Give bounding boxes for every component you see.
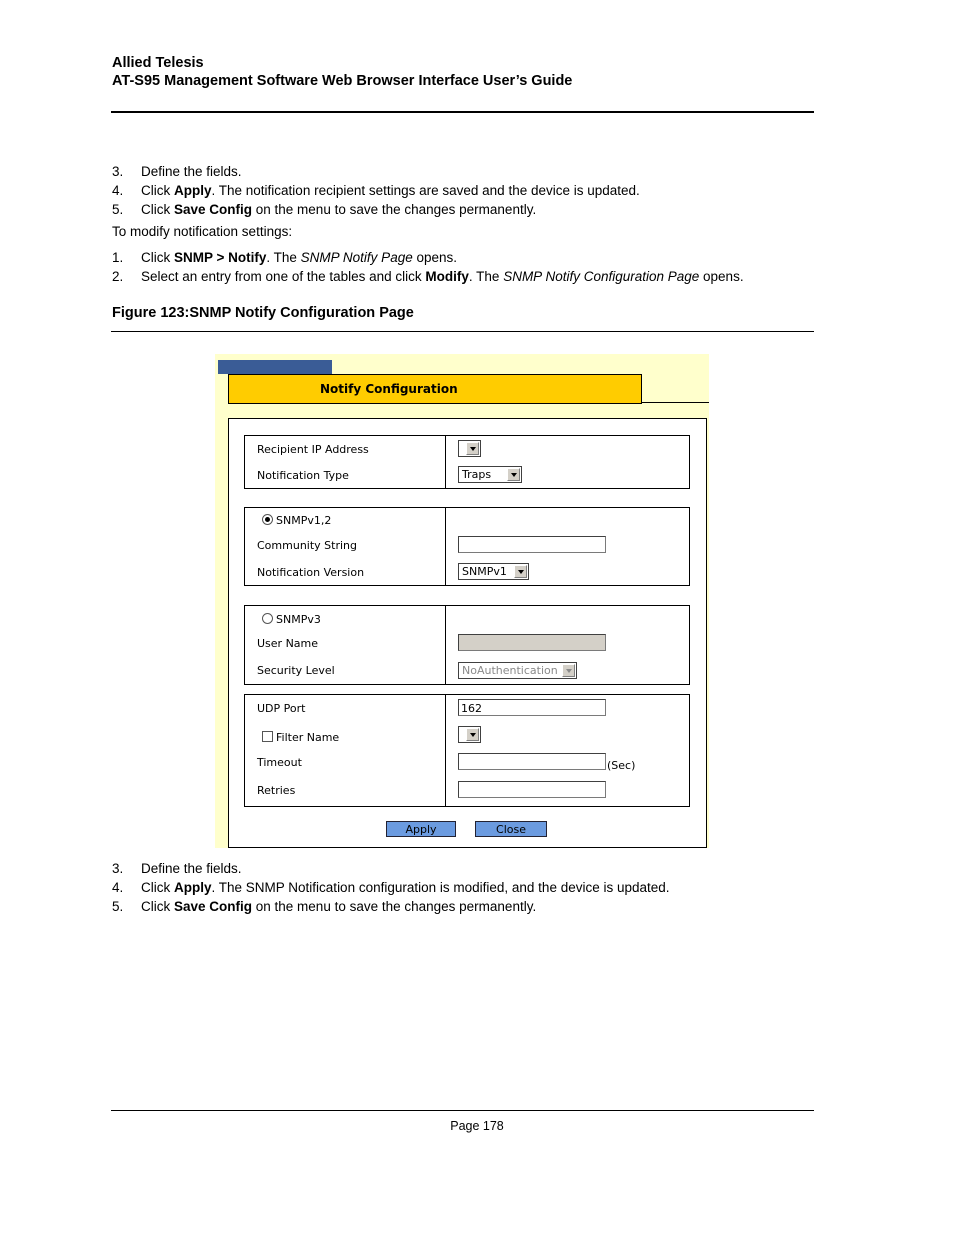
step-number: 5. [112,899,124,914]
transport-group [244,694,690,807]
chevron-down-icon [514,565,527,578]
step-text-run: Save Config [174,202,253,217]
step-text-run: SNMP Notify Page [300,250,413,265]
step-text-run: on the menu to save the changes permanently. [252,899,537,914]
step-text-run: Define the fields. [141,861,242,876]
chevron-down-icon [562,664,575,677]
step-number: 3. [112,164,124,179]
step-text-run: . The [266,250,301,265]
header-rule [111,111,814,113]
snmpv12-radio[interactable] [262,514,273,525]
udp-port-label: UDP Port [257,702,306,715]
step-text-run: Click [141,880,174,895]
filter-name-checkbox[interactable] [262,731,273,742]
step-number: 4. [112,880,124,895]
udp-port-input[interactable]: 162 [458,699,606,716]
recipient-group [244,435,690,489]
step-text [141,200,536,219]
chevron-down-icon [466,442,479,455]
step-text-run: Click [141,202,174,217]
user-name-label: User Name [257,637,319,650]
snmpv3-group [244,605,690,685]
step-text [141,859,242,878]
snmpv12-label: SNMPv1,2 [276,514,332,527]
apply-button[interactable]: Apply [386,821,456,837]
community-string-label: Community String [257,539,357,552]
timeout-input[interactable] [458,753,606,770]
chevron-down-icon [507,468,520,481]
notify-configuration-screenshot [215,354,709,848]
page-number: Page 178 [450,1119,504,1133]
config-panel [228,418,707,848]
footer-rule [111,1110,814,1111]
step-text-run: Select an entry from one of the tables and click [141,269,426,284]
retries-input[interactable] [458,781,606,798]
company-name: Allied Telesis [112,55,204,71]
step-text-run: on the menu to save the changes permanently. [252,202,537,217]
recipient-ip-label: Recipient IP Address [257,443,369,456]
step-text-run: SNMP Notify Configuration Page [503,269,700,284]
step-text [141,267,744,286]
snmpv3-radio[interactable] [262,613,273,624]
tab-stub [218,360,332,374]
step-text-run: Click [141,899,174,914]
step-text-run: Click [141,250,174,265]
step-text-run: Click [141,183,174,198]
chevron-down-icon [466,728,479,741]
filter-name-select[interactable] [458,726,481,743]
step-text-run: SNMP > Notify [174,250,267,265]
step-text [141,248,457,267]
step-text-run: Save Config [174,899,253,914]
close-button[interactable]: Close [475,821,547,837]
security-level-select[interactable]: NoAuthentication [458,662,577,679]
filter-name-label: Filter Name [276,731,340,744]
security-level-label: Security Level [257,664,335,677]
step-text-run: Apply [174,880,212,895]
step-number: 1. [112,250,124,265]
caption-rule [111,331,814,332]
step-text [141,181,640,200]
notification-version-label: Notification Version [257,566,365,579]
notification-type-label: Notification Type [257,469,349,482]
step-text [141,897,536,916]
timeout-unit: (Sec) [607,759,636,772]
step-number: 3. [112,861,124,876]
step-text-run: Apply [174,183,212,198]
title-line [642,402,709,403]
snmpv12-group [244,507,690,586]
page-title: Notify Configuration [320,382,458,396]
step-number: 5. [112,202,124,217]
step-text-run: . The notification recipient settings are saved and the device is updated. [211,183,640,198]
modify-intro: To modify notification settings: [112,224,293,239]
step-text-run: opens. [412,250,458,265]
community-string-input[interactable] [458,536,606,553]
recipient-ip-select[interactable] [458,440,481,457]
notification-type-select[interactable]: Traps [458,466,522,483]
guide-title: AT-S95 Management Software Web Browser Interface User’s Guide [112,73,573,89]
step-text-run: . The SNMP Notification configuration is modified, and the device is updated. [211,880,670,895]
step-number: 2. [112,269,124,284]
step-number: 4. [112,183,124,198]
user-name-input[interactable] [458,634,606,651]
title-bar [228,374,642,404]
step-text-run: opens. [699,269,744,284]
snmpv3-label: SNMPv3 [276,613,321,626]
step-text-run: Define the fields. [141,164,242,179]
step-text [141,878,670,897]
figure-caption: Figure 123:SNMP Notify Configuration Page [112,305,414,321]
retries-label: Retries [257,784,296,797]
timeout-label: Timeout [257,756,302,769]
notification-version-select[interactable]: SNMPv1 [458,563,529,580]
step-text [141,162,242,181]
step-text-run: . The [468,269,504,284]
step-text-run: Modify [425,269,469,284]
